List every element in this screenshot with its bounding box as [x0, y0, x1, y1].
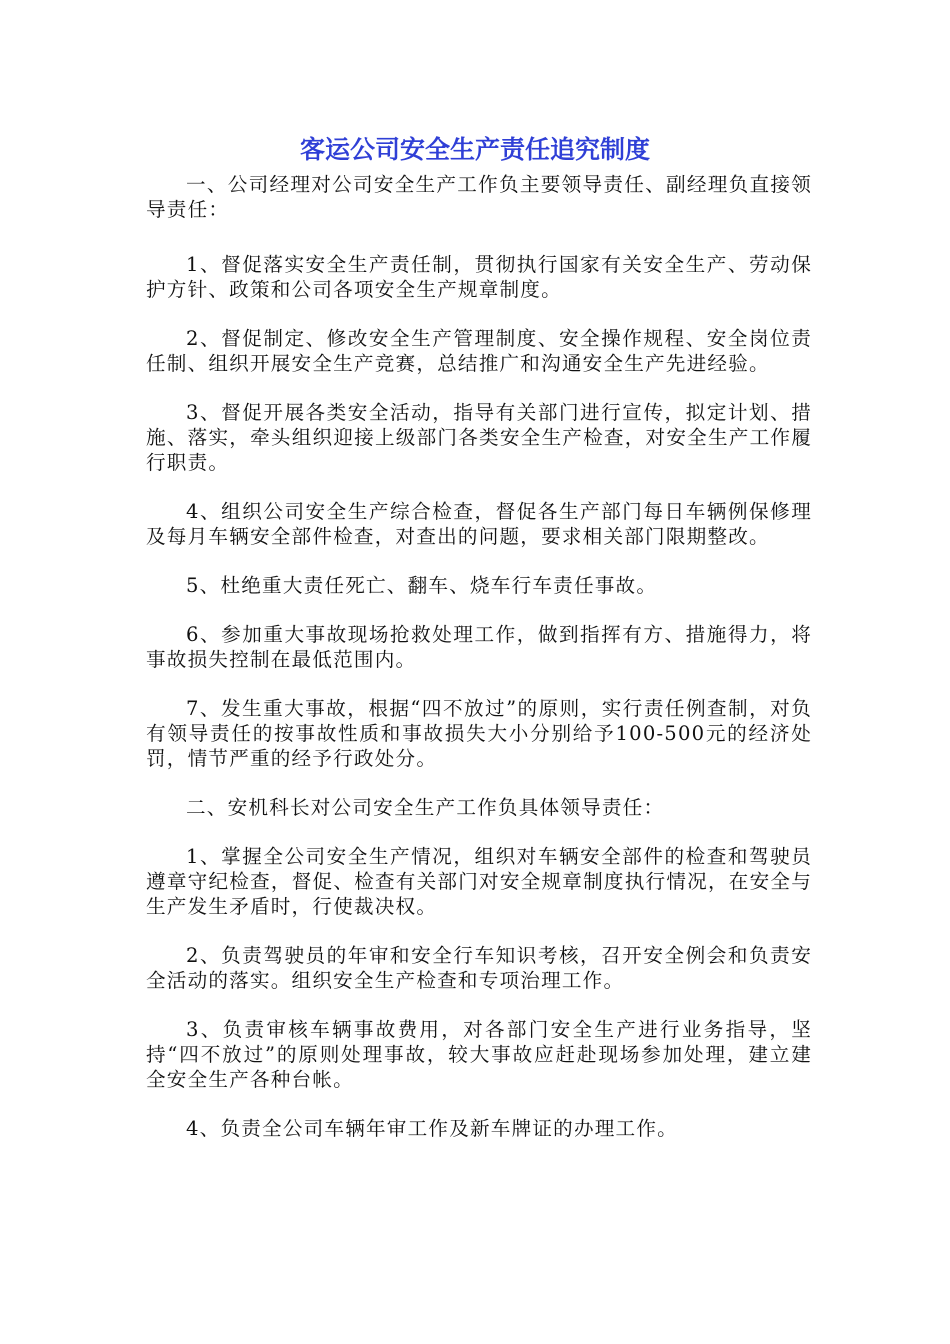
- paragraph-item: 5、杜绝重大责任死亡、翻车、烧车行车责任事故。: [186, 574, 658, 597]
- paragraph-item: 4、组织公司安全生产综合检查，督促各生产部门每日车辆例保修理及每月车辆安全部件检查，对查出的问题，要求相关部门限期整改。: [146, 500, 812, 548]
- paragraph-item: 6、参加重大事故现场抢救处理工作，做到指挥有方、措施得力，将事故损失控制在最低范围内。: [146, 623, 812, 671]
- document-body: [146, 172, 812, 1165]
- paragraph-item: 1、掌握全公司安全生产情况，组织对车辆安全部件的检查和驾驶员遵章守纪检查，督促、检查有关部门对安全规章制度执行情况，在安全与生产发生矛盾时，行使裁决权。: [146, 845, 812, 918]
- paragraph-item: 2、负责驾驶员的年审和安全行车知识考核，召开安全例会和负责安全活动的落实。组织安全生产检查和专项治理工作。: [146, 944, 812, 992]
- paragraph-section-1-heading: 一、公司经理对公司安全生产工作负主要领导责任、副经理负直接领导责任：: [146, 173, 812, 221]
- paragraph-item: 1、督促落实安全生产责任制，贯彻执行国家有关安全生产、劳动保护方针、政策和公司各项安全生产规章制度。: [146, 253, 812, 301]
- paragraph-item: 4、负责全公司车辆年审工作及新车牌证的办理工作。: [186, 1117, 678, 1140]
- document-title: 客运公司安全生产责任追究制度: [299, 135, 650, 164]
- paragraph-item: 2、督促制定、修改安全生产管理制度、安全操作规程、安全岗位责任制、组织开展安全生产竞赛，总结推广和沟通安全生产先进经验。: [146, 327, 812, 375]
- paragraph-item: 3、负责审核车辆事故费用，对各部门安全生产进行业务指导，坚持“四不放过”的原则处理事故，较大事故应赶赴现场参加处理，建立建全安全生产各种台帐。: [146, 1018, 812, 1091]
- paragraph-item: 3、督促开展各类安全活动，指导有关部门进行宣传，拟定计划、措施、落实，牵头组织迎接上级部门各类安全生产检查，对安全生产工作履行职责。: [146, 401, 812, 474]
- paragraph-item: 7、发生重大事故，根据“四不放过”的原则，实行责任例查制，对负有领导责任的按事故性质和事故损失大小分别给予100-500元的经济处罚，情节严重的经予行政处分。: [146, 697, 812, 770]
- paragraph-section-2-heading: 二、安机科长对公司安全生产工作负具体领导责任：: [186, 796, 665, 819]
